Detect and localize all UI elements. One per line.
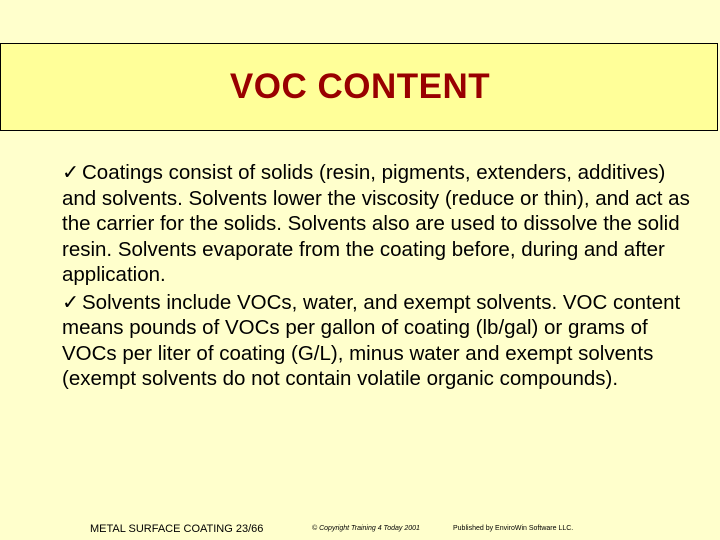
bullet-item-1 <box>62 160 702 288</box>
footer-publisher: Published by EnviroWin Software LLC. <box>453 525 574 532</box>
slide-title: VOC CONTENT <box>229 67 491 106</box>
footer-course: METAL SURFACE COATING 23/66 <box>90 523 264 535</box>
bullet-text-2: Solvents include VOCs, water, and exempt solvents. VOC content means pounds of VOCs per gallon of coating (lb/gal) or grams of VOCs per liter of coating (G/L), minus water and exempt solvents (exempt solvents do not contain volatile organic compounds). <box>62 290 681 390</box>
slide-body <box>62 160 702 394</box>
bullet-item-2 <box>62 290 702 392</box>
footer <box>0 523 720 539</box>
checkmark-icon: ✓ <box>62 290 80 314</box>
title-box <box>0 43 718 131</box>
checkmark-icon: ✓ <box>62 161 80 184</box>
footer-copyright: © Copyright Training 4 Today 2001 <box>312 525 420 532</box>
bullet-text-1: Coatings consist of solids (resin, pigments, extenders, additives) and solvents. Solvents lower the viscosity (reduce or thin), and act as the carrier for the solids. Solvents also are used to dissolve the solid resin. Solvents evaporate from the coating before, during and after application. <box>62 161 690 286</box>
